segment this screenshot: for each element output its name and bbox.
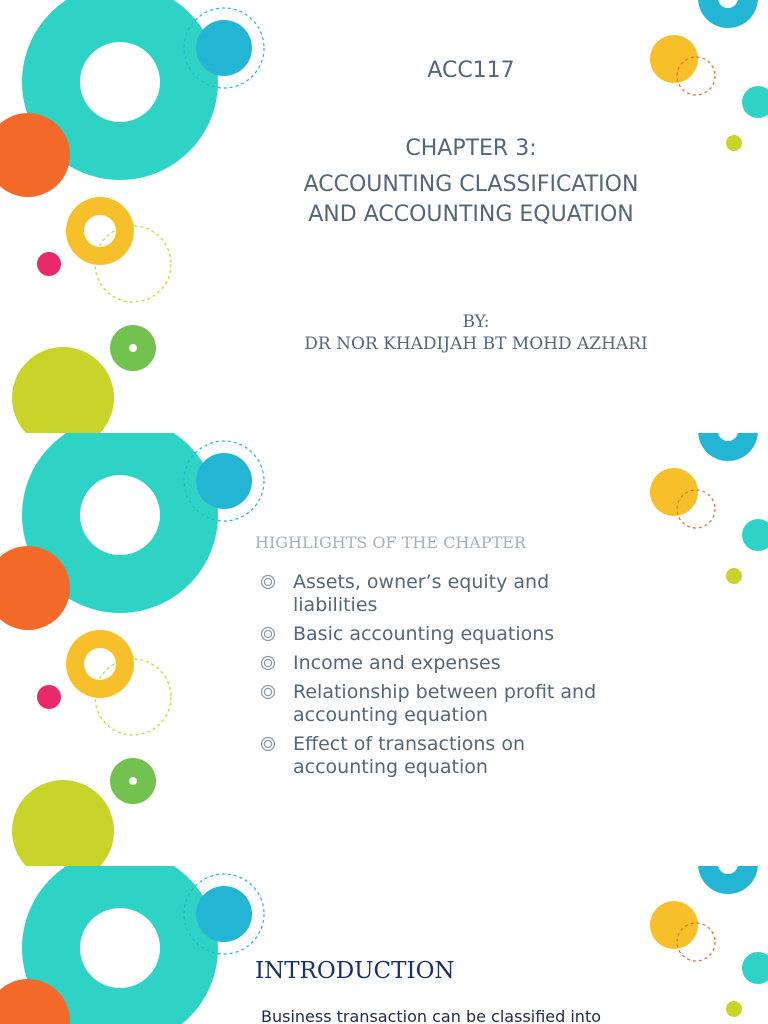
introduction-slide: [0, 866, 768, 1024]
pink-dot: [37, 252, 61, 276]
chapter-title-line: ACCOUNTING CLASSIFICATION: [303, 172, 639, 197]
lime-circle: [12, 780, 114, 866]
by-label: BY:: [462, 312, 490, 332]
double-circle-icon: [260, 736, 276, 752]
course-code: ACC117: [427, 58, 515, 83]
list-item: [260, 571, 700, 617]
yellow-dot: [650, 468, 698, 516]
list-item-text: accounting equation: [293, 704, 488, 726]
introduction-body: Business transaction can be classified into: [261, 1007, 601, 1024]
teal-dot: [742, 86, 768, 118]
author-block: [262, 311, 690, 355]
list-item-text: Assets, owner’s equity and: [293, 571, 550, 593]
list-item-text: Basic accounting equations: [293, 623, 555, 645]
decorative-circles: [0, 866, 768, 1024]
lime-circle: [12, 347, 114, 433]
list-item-text: liabilities: [293, 594, 378, 616]
teal-dot: [742, 952, 768, 984]
chapter-title-line: AND ACCOUNTING EQUATION: [308, 202, 634, 227]
list-item-text: Effect of transactions on: [293, 733, 526, 755]
list-item: [260, 652, 700, 675]
double-circle-icon: [260, 684, 276, 700]
blue-dot: [196, 20, 252, 76]
chapter-number: CHAPTER 3:: [405, 136, 537, 161]
double-circle-icon: [260, 655, 276, 671]
lime-dot: [726, 1001, 742, 1017]
list-item-text: Income and expenses: [293, 652, 501, 674]
double-circle-icon: [260, 626, 276, 642]
list-item: [260, 733, 700, 779]
teal-dot: [742, 519, 768, 551]
list-item-text: accounting equation: [293, 756, 488, 778]
author-name: DR NOR KHADIJAH BT MOHD AZHARI: [304, 334, 648, 354]
yellow-dot: [650, 901, 698, 949]
blue-dot: [196, 453, 252, 509]
highlights-list: [260, 571, 700, 785]
lime-dot: [726, 568, 742, 584]
list-item: [260, 623, 700, 646]
title-slide: [0, 0, 768, 433]
introduction-heading: INTRODUCTION: [255, 958, 455, 984]
list-item-text: Relationship between profit and: [293, 681, 597, 703]
chapter-title: [262, 134, 680, 230]
highlights-slide: [0, 433, 768, 866]
double-circle-icon: [260, 574, 276, 590]
list-item: [260, 681, 700, 727]
highlights-heading: HIGHLIGHTS OF THE CHAPTER: [255, 533, 527, 552]
lime-dot: [726, 135, 742, 151]
blue-dot: [196, 886, 252, 942]
pink-dot: [37, 685, 61, 709]
